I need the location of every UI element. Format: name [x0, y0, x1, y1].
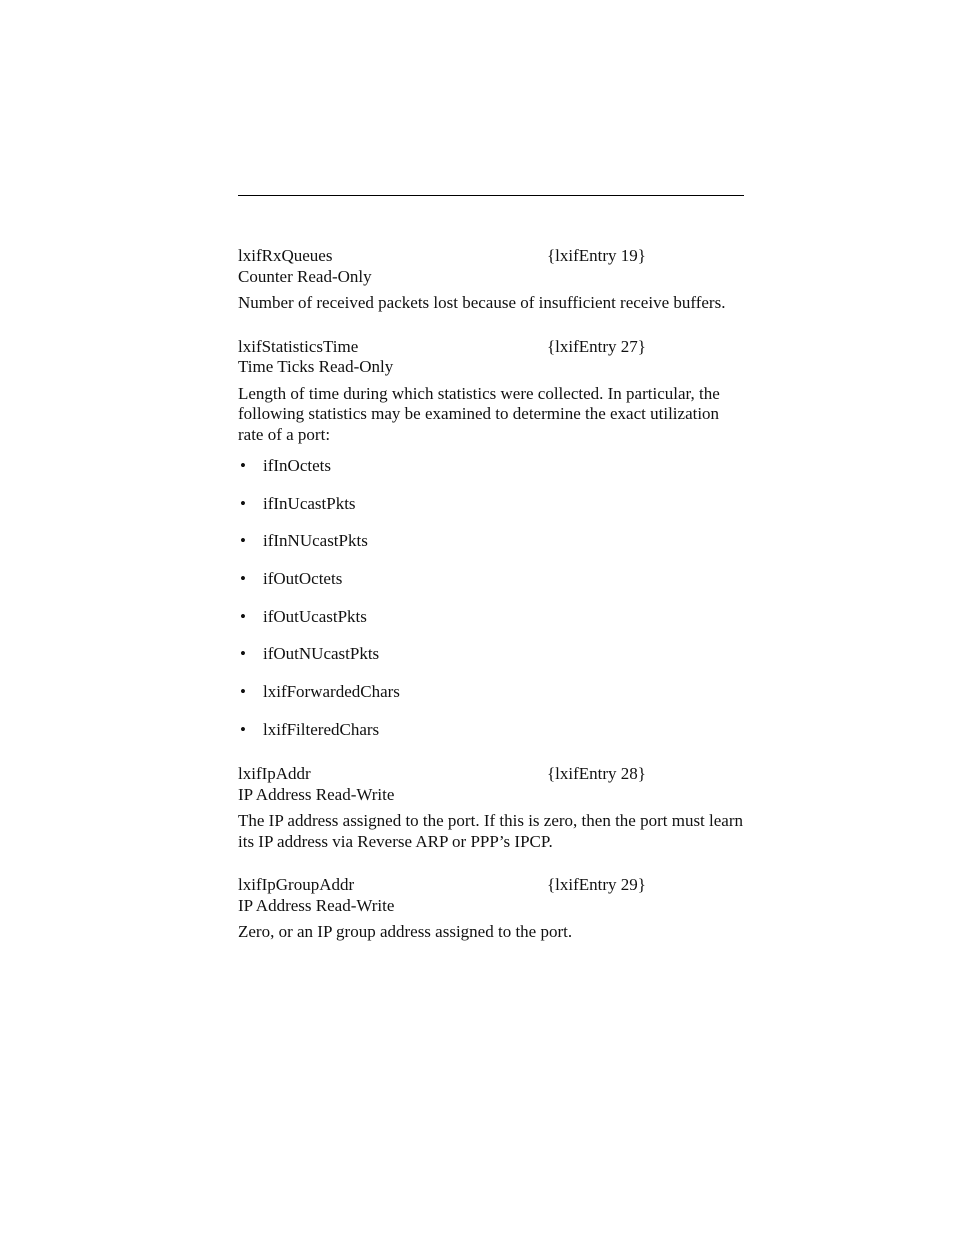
entry-description: Length of time during which statistics were collected. In particular, the following statistics may be examined to determine the exact utilization rate of a port: — [238, 383, 720, 444]
entry-header — [238, 337, 744, 358]
mib-entry-lxifipgroupaddr — [238, 875, 744, 943]
list-item — [238, 494, 744, 515]
list-item — [238, 644, 744, 665]
bullet-icon: • — [240, 493, 246, 513]
entry-reference: {lxifEntry 19} — [547, 246, 646, 265]
entry-name: lxifIpGroupAddr — [238, 875, 355, 895]
list-item — [238, 720, 744, 741]
bullet-icon: • — [240, 682, 246, 702]
entry-header — [238, 875, 744, 896]
entry-description: Zero, or an IP group address assigned to the port. — [238, 922, 573, 942]
bullet-icon: • — [240, 644, 246, 664]
list-item-text: ifInOctets — [263, 456, 331, 475]
bullet-icon: • — [240, 606, 246, 626]
bullet-icon: • — [240, 719, 246, 739]
header-rule — [238, 195, 744, 196]
page-content — [238, 246, 744, 943]
entry-name: lxifRxQueues — [238, 246, 333, 265]
mib-entry-lxifstatisticstime — [238, 337, 744, 741]
mib-entry-lxifrxqueues — [238, 246, 744, 314]
entry-type: Time Ticks Read-Only — [238, 357, 394, 376]
entry-type: Counter Read-Only — [238, 266, 372, 286]
entry-reference: {lxifEntry 28} — [547, 764, 646, 784]
entry-description: The IP address assigned to the port. If this is zero, then the port must learn its IP address via Reverse ARP or PPP’s IPCP. — [238, 811, 744, 851]
bullet-icon: • — [240, 569, 246, 589]
mib-entry-lxifipaddr — [238, 764, 744, 852]
list-item — [238, 569, 744, 590]
entry-name: lxifStatisticsTime — [238, 336, 359, 356]
entry-header — [238, 246, 744, 267]
entry-type: IP Address Read-Write — [238, 895, 395, 915]
list-item — [238, 531, 744, 552]
entry-header — [238, 764, 744, 785]
list-item-text: ifOutUcastPkts — [263, 606, 367, 626]
list-item-text: lxifFilteredChars — [263, 719, 380, 739]
list-item — [238, 682, 744, 703]
entry-name: lxifIpAddr — [238, 764, 311, 784]
list-item-text: ifInUcastPkts — [263, 493, 356, 513]
list-item-text: ifOutOctets — [263, 569, 343, 589]
entry-reference: {lxifEntry 29} — [547, 875, 646, 895]
list-item-text: ifInNUcastPkts — [263, 531, 368, 551]
entry-type: IP Address Read-Write — [238, 784, 395, 804]
bullet-icon: • — [240, 456, 246, 475]
entry-description: Number of received packets lost because of insufficient receive buffers. — [238, 293, 726, 312]
statistics-bullet-list — [238, 456, 744, 740]
list-item — [238, 607, 744, 628]
bullet-icon: • — [240, 531, 246, 551]
list-item-text: ifOutNUcastPkts — [263, 644, 380, 664]
entry-reference: {lxifEntry 27} — [547, 336, 646, 356]
list-item — [238, 456, 744, 477]
list-item-text: lxifForwardedChars — [263, 682, 400, 702]
